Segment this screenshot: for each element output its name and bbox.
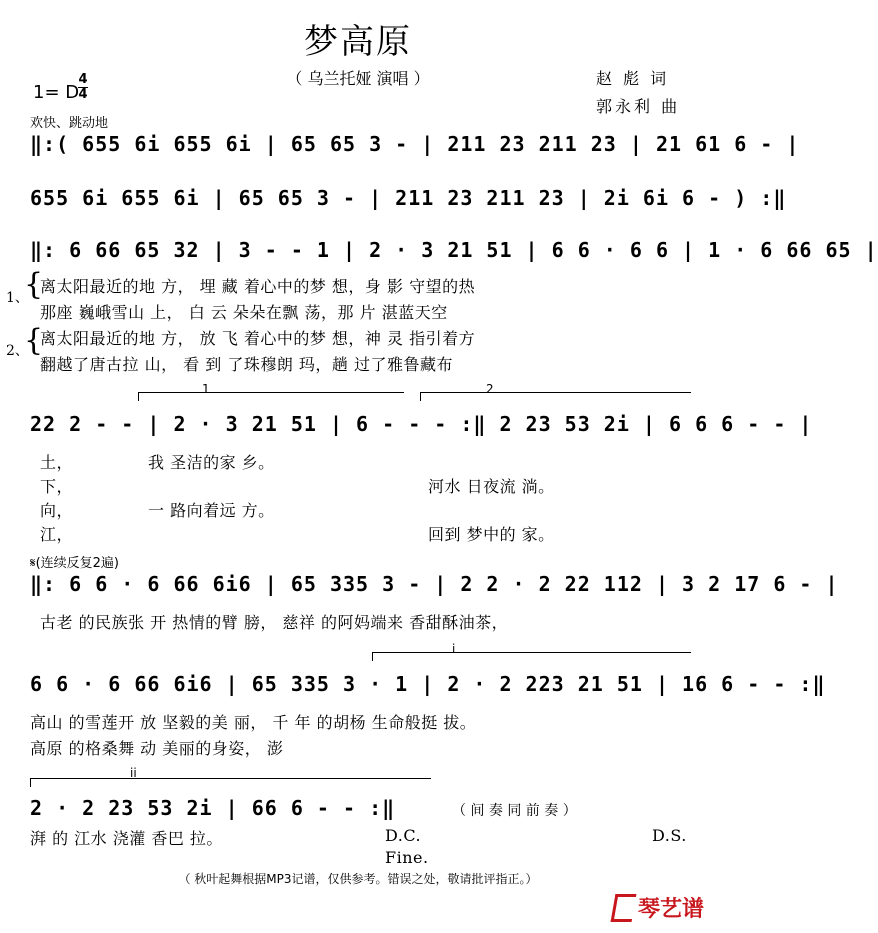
lyric-line-2: 那座 巍峨雪山 上， 白 云 朵朵在飘 荡，那 片 湛蓝天空 <box>40 303 448 322</box>
ending-label-i: i <box>452 642 456 656</box>
ending-bracket-1 <box>138 392 404 401</box>
notation-row-4: 22 2 - - | 2 · 3 21 51 | 6 - - - :‖ 2 23 53 2i | 6 6 6 - - | <box>30 412 813 436</box>
ending-bracket-2 <box>420 392 691 401</box>
ds-mark: D.S. <box>652 826 687 845</box>
lyric-s3-2: 高山 的雪莲开 放 坚毅的美 丽， 千 年 的胡杨 生命般挺 拔。 <box>30 713 477 732</box>
lyric-s2-2a: 下， <box>40 477 74 496</box>
notation-row-5: ‖: 6 6 · 6 66 6i6 | 65 335 3 - | 2 2 · 2 22 112 | 3 2 17 6 - | <box>30 572 839 596</box>
lyric-s2-1a: 土， <box>40 453 74 472</box>
notation-row-3: ‖: 6 66 65 32 | 3 - - 1 | 2 · 3 21 51 | 6 6 · 6 6 | 1 · 6 66 65 | <box>30 238 878 262</box>
site-logo <box>613 892 704 923</box>
key-signature: 1= D <box>33 82 80 103</box>
ending-bracket-i <box>372 652 691 661</box>
logo-text: 琴艺谱 <box>637 897 704 922</box>
notation-row-2: 655 6i 655 6i | 65 65 3 - | 211 23 211 23 | 2i 6i 6 - ) :‖ <box>30 186 787 210</box>
notation-row-6: 6 6 · 6 66 6i6 | 65 335 3 · 1 | 2 · 2 223 21 51 | 16 6 - - :‖ <box>30 672 826 696</box>
song-title: 梦高原 <box>304 22 412 62</box>
segno-mark: 𝄋(连续反复2遍) <box>30 556 120 571</box>
lyric-s2-3b: 一 路向着远 方。 <box>148 501 275 520</box>
lyric-s2-1b: 我 圣洁的家 乡。 <box>148 453 275 472</box>
lyric-s3-3: 高原 的格桑舞 动 美丽的身姿， 澎 <box>30 739 284 758</box>
interlude-note: （ 间 奏 同 前 奏 ） <box>452 803 577 819</box>
lyric-s2-2c: 河水 日夜流 淌。 <box>428 477 555 496</box>
fine-mark: Fine. <box>385 848 429 867</box>
time-signature <box>78 74 88 101</box>
ending-label-ii: ii <box>130 766 137 780</box>
lyricist-credit: 赵 彪 词 <box>596 69 670 88</box>
ending-label-1: 1 <box>202 382 210 396</box>
dc-mark: D.C. <box>385 826 422 845</box>
singer-credit: （ 乌兰托娅 演唱 ） <box>286 69 430 88</box>
verse-brace-2: { <box>24 323 44 358</box>
lyric-s2-4c: 回到 梦中的 家。 <box>428 525 555 544</box>
lyric-line-1: 离太阳最近的地 方， 埋 藏 着心中的梦 想，身 影 守望的热 <box>40 277 476 296</box>
lyric-s2-3a: 向， <box>40 501 74 520</box>
verse-label-2: 2、 <box>6 343 29 359</box>
tempo-marking: 欢快、跳动地 <box>30 116 109 131</box>
time-bottom: 4 <box>78 87 88 102</box>
ending-label-2: 2 <box>486 382 494 396</box>
lyric-s2-4a: 江， <box>40 525 74 544</box>
lyric-line-4: 翻越了唐古拉 山， 看 到 了珠穆朗 玛，趟 过了雅鲁藏布 <box>40 355 454 374</box>
logo-icon <box>611 894 637 922</box>
lyric-line-3: 离太阳最近的地 方， 放 飞 着心中的梦 想，神 灵 指引着方 <box>40 329 476 348</box>
lyric-s3-1: 古老 的民族张 开 热情的臂 膀， 慈祥 的阿妈端来 香甜酥油茶， <box>40 613 509 632</box>
lyric-s3-4: 湃 的 江水 浇灌 香巴 拉。 <box>30 829 223 848</box>
notation-row-1: ‖:( 655 6i 655 6i | 65 65 3 - | 211 23 211 23 | 21 61 6 - | <box>30 132 800 156</box>
composer-credit: 郭永利 曲 <box>596 97 681 116</box>
ending-bracket-ii <box>30 778 431 787</box>
footer-note: （ 秋叶起舞根据MP3记谱，仅供参考。错误之处，敬请批评指正。） <box>178 872 538 886</box>
time-top: 4 <box>78 72 88 87</box>
verse-brace-1: { <box>24 267 44 302</box>
verse-label-1: 1、 <box>6 290 29 306</box>
notation-row-7: 2 · 2 23 53 2i | 66 6 - - :‖ <box>30 796 396 820</box>
